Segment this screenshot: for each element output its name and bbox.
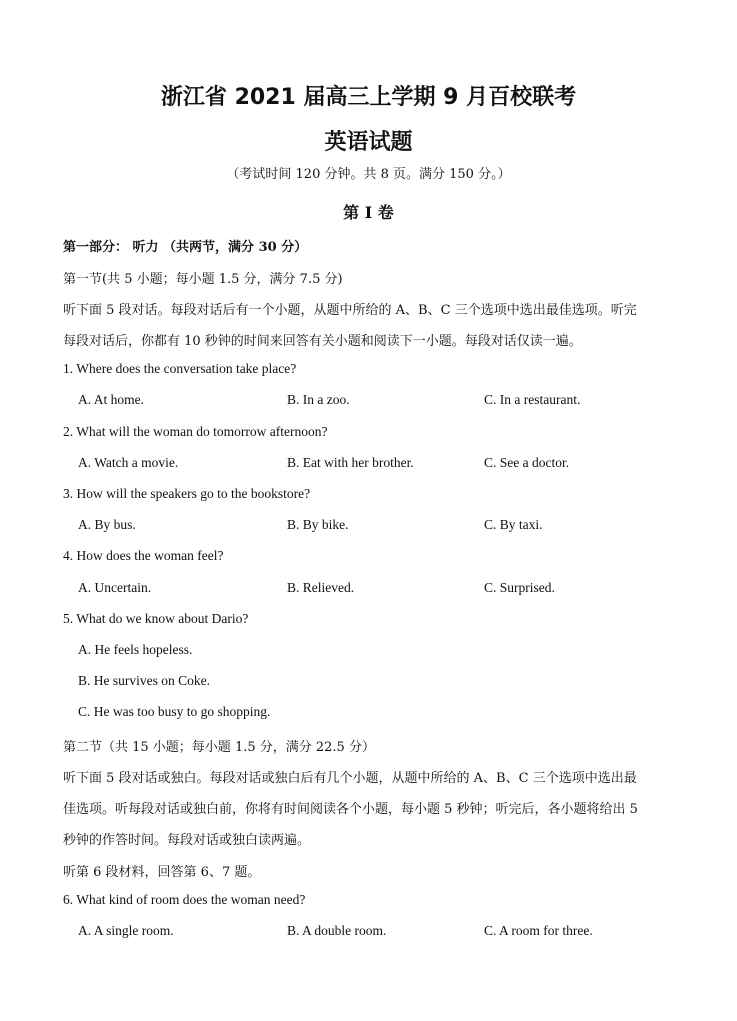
q3-option-b: B. By bike. — [287, 517, 349, 532]
question-5: 5. What do we know about Dario? — [63, 611, 249, 626]
section2-heading: 第二节（共 15 小题；每小题 1.5 分，满分 22.5 分） — [63, 740, 375, 755]
question-6: 6. What kind of room does the woman need? — [63, 892, 306, 907]
q3-option-c: C. By taxi. — [484, 517, 543, 532]
q6-option-c: C. A room for three. — [484, 923, 593, 938]
q4-option-c: C. Surprised. — [484, 580, 555, 595]
question-2: 2. What will the woman do tomorrow afternoon? — [63, 424, 328, 439]
q6-option-a: A. A single room. — [78, 923, 174, 938]
q2-option-a: A. Watch a movie. — [78, 455, 179, 470]
q2-option-b: B. Eat with her brother. — [287, 455, 414, 470]
exam-note: （考试时间 120 分钟。共 8 页。满分 150 分。） — [226, 167, 511, 182]
question-4: 4. How does the woman feel? — [63, 548, 224, 563]
q2-option-c: C. See a doctor. — [484, 455, 570, 470]
section1-instructions-1: 听下面 5 段对话。每段对话后有一个小题，从题中所给的 A、B、C 三个选项中选出最佳选项。听完 — [63, 303, 637, 318]
part1-heading: 第一部分： 听力 （共两节，满分 30 分） — [63, 240, 308, 255]
section2-instructions-1: 听下面 5 段对话或独白。每段对话或独白后有几个小题，从题中所给的 A、B、C 三个选项中选出最 — [63, 771, 637, 786]
question-3: 3. How will the speakers go to the bookstore? — [63, 486, 311, 501]
q1-option-b: B. In a zoo. — [287, 392, 350, 407]
exam-title: 浙江省 2021 届高三上学期 9 月百校联考 — [160, 85, 577, 110]
section2-instructions-3: 秒钟的作答时间。每段对话或独白读两遍。 — [63, 833, 311, 848]
q5-option-b: B. He survives on Coke. — [78, 673, 210, 688]
q4-option-a: A. Uncertain. — [78, 580, 152, 595]
q5-option-a: A. He feels hopeless. — [78, 642, 193, 657]
q1-option-c: C. In a restaurant. — [484, 392, 581, 407]
q1-option-a: A. At home. — [78, 392, 144, 407]
q6-option-b: B. A double room. — [287, 923, 387, 938]
question-1: 1. Where does the conversation take place? — [63, 361, 297, 376]
q3-option-a: A. By bus. — [78, 517, 136, 532]
section1-heading: 第一节(共 5 小题；每小题 1.5 分，满分 7.5 分) — [63, 272, 343, 287]
section1-instructions-2: 每段对话后，你都有 10 秒钟的时间来回答有关小题和阅读下一小题。每段对话仅读一遍。 — [63, 334, 582, 349]
q4-option-b: B. Relieved. — [287, 580, 355, 595]
exam-subtitle: 英语试题 — [324, 130, 413, 155]
material-note: 听第 6 段材料，回答第 6、7 题。 — [63, 865, 261, 880]
q5-option-c: C. He was too busy to go shopping. — [78, 704, 271, 719]
volume-heading: 第 I 卷 — [343, 203, 394, 222]
section2-instructions-2: 佳选项。听每段对话或独白前，你将有时间阅读各个小题，每小题 5 秒钟；听完后，各小题将给出 5 — [63, 802, 638, 817]
